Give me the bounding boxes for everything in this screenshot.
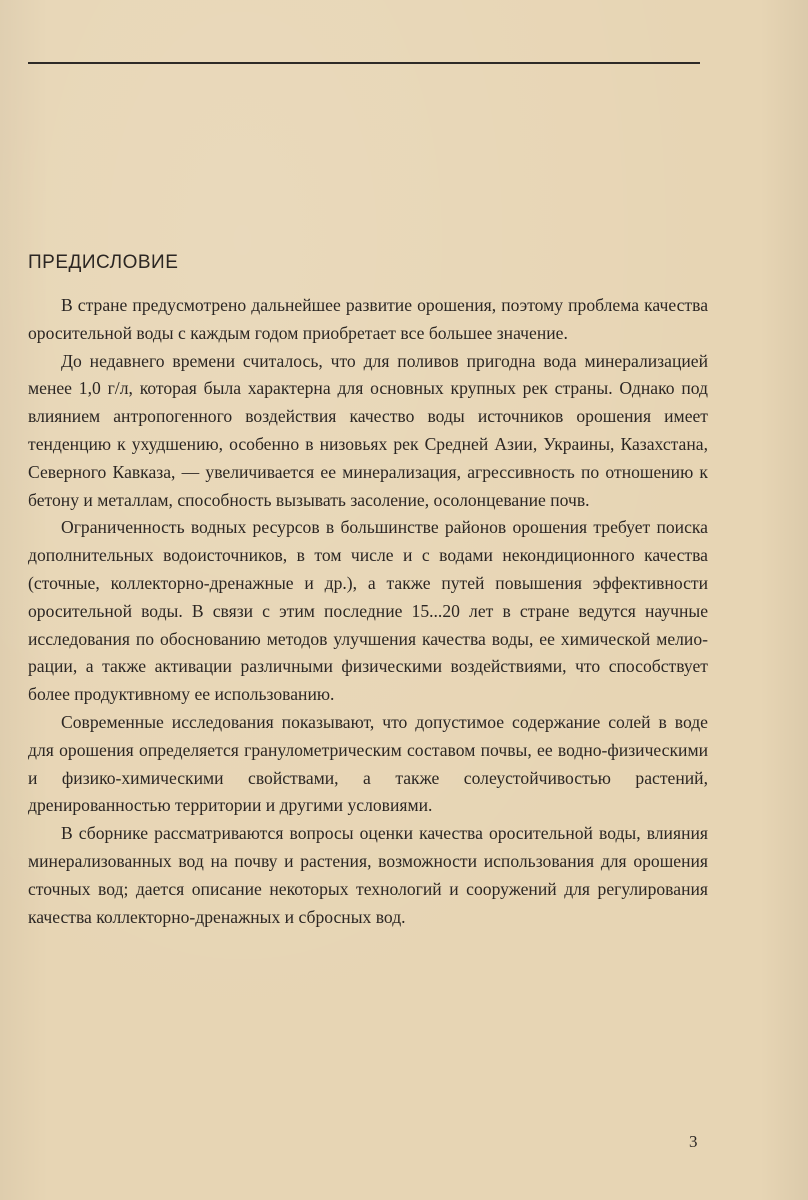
paragraph-1: В стране предусмотрено дальнейшее развитие орошения, поэтому проблема качества оросительной воды с каждым годом приобретает все большее значение. xyxy=(28,295,708,343)
paragraph-3: Ограниченность водных ресурсов в большинстве районов орошения требует поиска дополнительных водоисточников, в том числе и с водами некондиционного качества (сточные, коллекторно-дренажные и др.), а также путей повышения эффективности оросительной воды. В связи с этим последние 15...20 лет в стране ведутся научные исследования по обоснованию методов улучшения качества воды, ее химической мелиорации, а также активации различными физическими воздействиями, что способствует более продуктивному ее использованию. xyxy=(28,517,708,705)
paragraph-4: Современные исследования показывают, что допустимое содержание солей в воде для орошения определяется гранулометрическим составом почвы, ее водно-физическими и физико-химическими свойствами, а также солеустойчивостью растений, дренированностью территории и другими условиями. xyxy=(28,711,708,816)
section-heading: ПРЕДИСЛОВИЕ xyxy=(28,252,179,273)
body-text xyxy=(28,292,708,931)
page-number: 3 xyxy=(689,1132,698,1151)
paragraph-2: До недавнего времени считалось, что для поливов пригодна вода минерализацией менее 1,0 г/л, которая была характерна для основных крупных рек страны. Однако под влиянием антропогенного воздействия качество воды источников орошения имеет тенденцию к ухудшению, особенно в низовьях рек Средней Азии, Украины, Казахстана, Северного Кавказа, — увеличивается ее минерализация, агрессивность по отношению к бетону и металлам, способность вызывать засоление, осолонцевание почв. xyxy=(28,350,708,510)
top-horizontal-rule xyxy=(28,62,700,64)
paragraph-5: В сборнике рассматриваются вопросы оценки качества оросительной воды, влияния минерализованных вод на почву и растения, возможности использования для орошения сточных вод; дается описание некоторых технологий и сооружений для регулирования качества коллекторно-дренажных и сбросных вод. xyxy=(28,823,708,927)
